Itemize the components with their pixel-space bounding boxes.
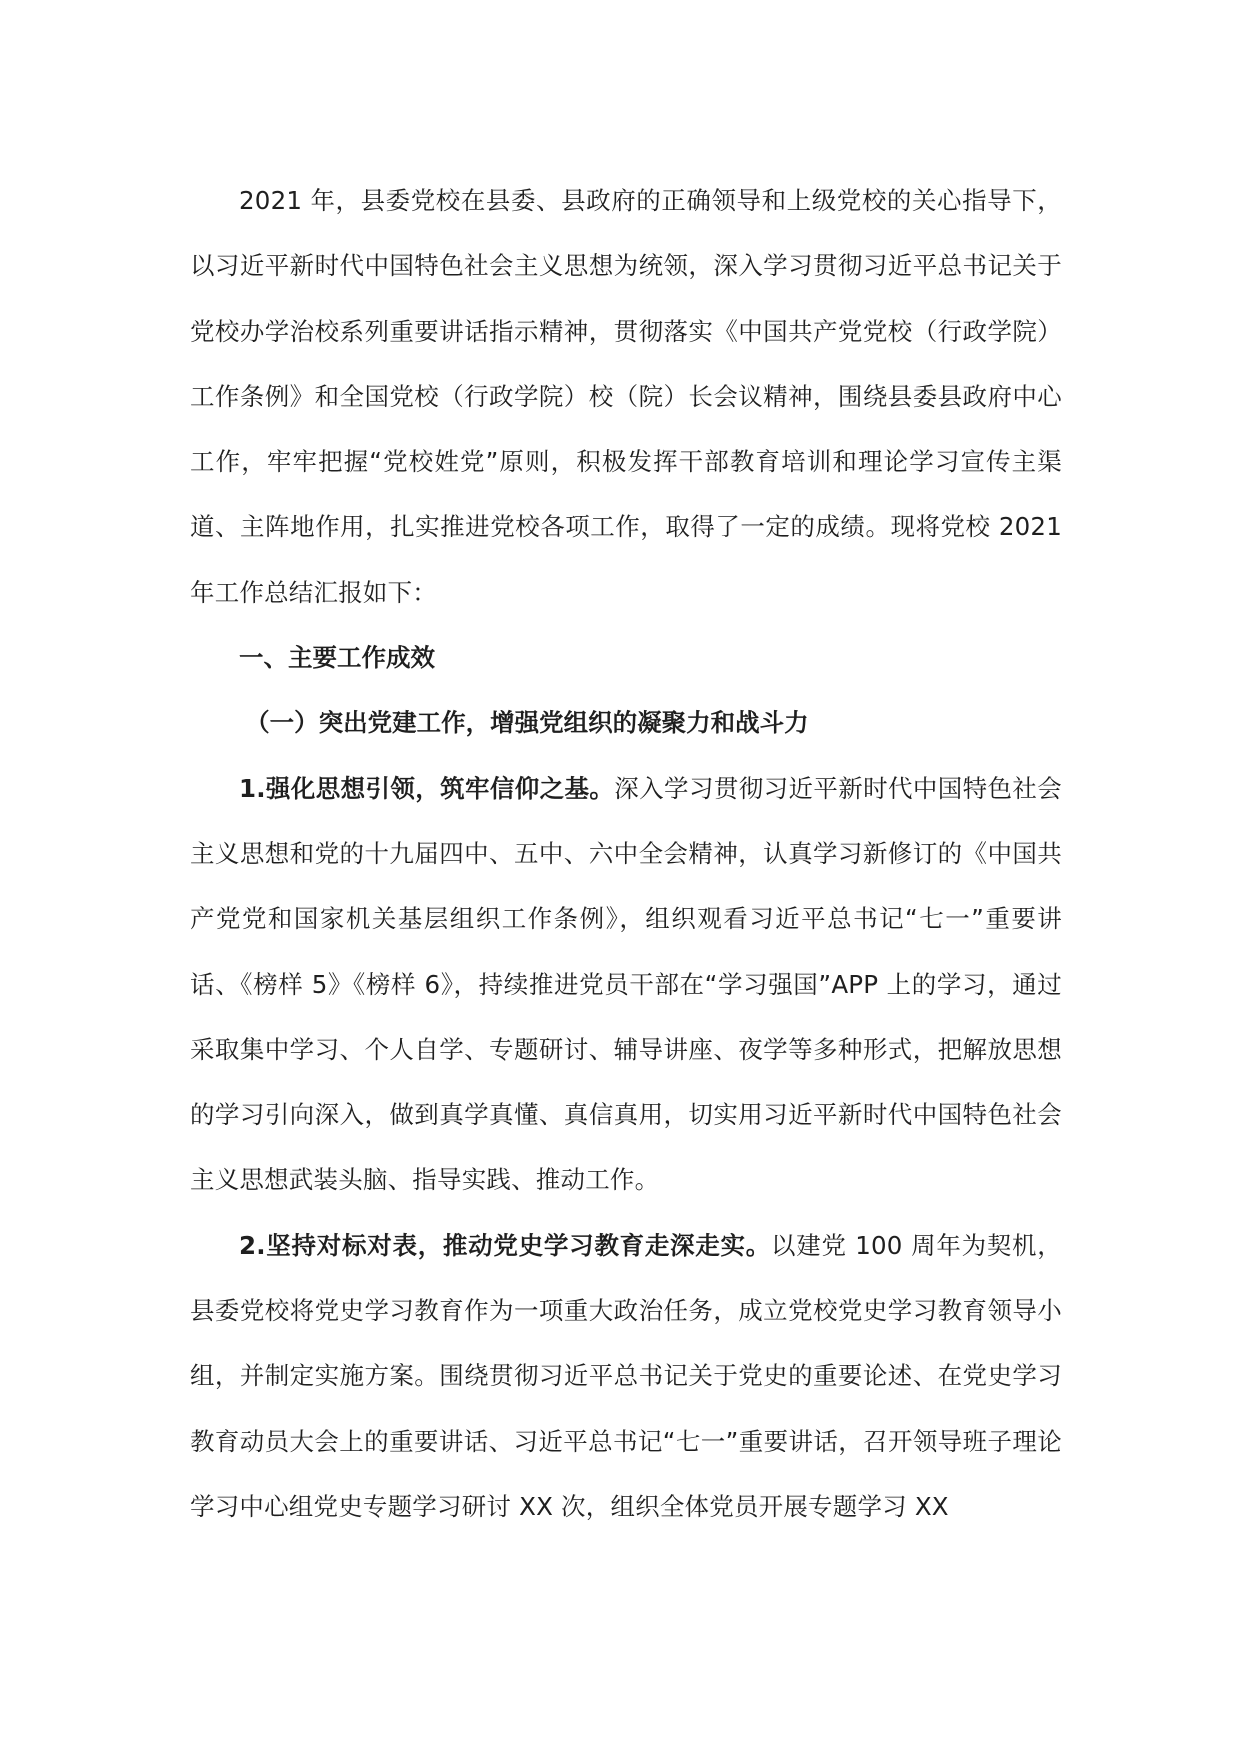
item-2-paragraph — [190, 1213, 1062, 1539]
item-2-lead: 2.坚持对标对表，推动党史学习教育走深走实。 — [239, 1230, 771, 1260]
section-1-title: 一、主要工作成效 — [239, 643, 435, 673]
item-2-body: 以建党 100 周年为契机，县委党校将党史学习教育作为一项重大政治任务，成立党校党史学习教育领导小组，并制定实施方案。围绕贯彻习近平总书记关于党史的重要论述、在党史学习教育动员大会上的重要讲话、习近平总书记“七一”重要讲话，召开领导班子理论学习中心组党史专题学习研讨 XX 次，组织全体党员开展专题学习 XX — [190, 1230, 1062, 1521]
subsection-1-title: （一）突出党建工作，增强党组织的凝聚力和战斗力 — [245, 708, 809, 738]
intro-paragraph: 2021 年，县委党校在县委、县政府的正确领导和上级党校的关心指导下，以习近平新时代中国特色社会主义思想为统领，深入学习贯彻习近平总书记关于党校办学治校系列重要讲话指示精神，贯彻落实《中国共产党党校（行政学院）工作条例》和全国党校（行政学院）校（院）长会议精神，围绕县委县政府中心工作，牢牢把握“党校姓党”原则，积极发挥干部教育培训和理论学习宣传主渠道、主阵地作用，扎实推进党校各项工作，取得了一定的成绩。现将党校 2021 年工作总结汇报如下： — [190, 186, 1062, 607]
document-page — [190, 168, 1062, 1539]
item-1-body: 深入学习贯彻习近平新时代中国特色社会主义思想和党的十九届四中、五中、六中全会精神，认真学习新修订的《中国共产党党和国家机关基层组织工作条例》，组织观看习近平总书记“七一”重要讲话、《榜样 5》《榜样 6》，持续推进党员干部在“学习强国”APP 上的学习，通过采取集中学习、个人自学、专题研讨、辅导讲座、夜学等多种形式，把解放思想的学习引向深入，做到真学真懂、真信真用，切实用习近平新时代中国特色社会主义思想武装头脑、指导实践、推动工作。 — [190, 773, 1062, 1195]
item-1-lead: 1.强化思想引领，筑牢信仰之基。 — [239, 773, 615, 803]
item-1-paragraph — [190, 756, 1062, 1213]
